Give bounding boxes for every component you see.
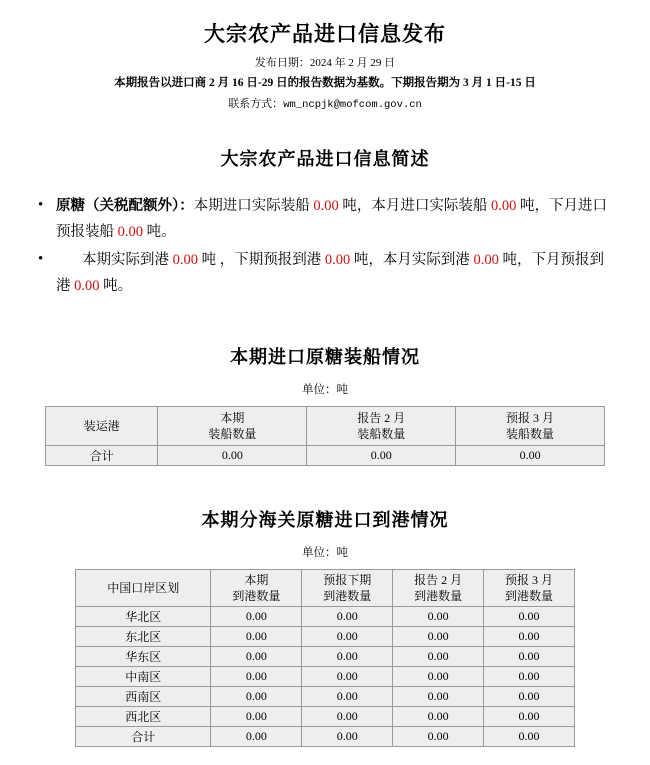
column-header	[456, 407, 605, 446]
publish-date: 发布日期：2024 年 2 月 29 日	[254, 57, 396, 69]
column-header	[393, 570, 484, 607]
column-header-line1: 报告 2 月	[414, 573, 463, 587]
column-header-line2: 到港数量	[505, 589, 554, 603]
bullet1-text1: 本期进口实际装船	[193, 198, 314, 214]
bullet2-value2: 0.00	[324, 252, 351, 268]
column-header	[158, 407, 307, 446]
table-cell: 0.00	[302, 687, 393, 707]
column-header-line1: 装运港	[83, 419, 120, 433]
contact-line	[22, 95, 628, 111]
list-item	[56, 247, 618, 299]
table-row	[76, 667, 575, 687]
column-header-line2: 到港数量	[323, 589, 372, 603]
bullet2-value1: 0.00	[172, 252, 198, 268]
column-header-line1: 预报 3 月	[505, 573, 554, 587]
bullet2-text4: 吨，下月预报到港	[56, 252, 604, 294]
table-header-row	[46, 407, 605, 446]
table-row	[46, 446, 605, 466]
bullet2-text3: 吨，本月实际到港	[350, 252, 474, 268]
table-row	[76, 727, 575, 747]
shipment-table-title: 本期进口原糖装船情况	[230, 347, 420, 367]
page-title: 大宗农产品进口信息发布	[204, 22, 446, 46]
table-cell: 0.00	[302, 667, 393, 687]
table-cell: 0.00	[393, 647, 484, 667]
table-cell: 0.00	[302, 607, 393, 627]
column-header-line1: 本期	[244, 573, 269, 587]
contact-email: wm_ncpjk@mofcom.gov.cn	[283, 99, 422, 111]
bullet1-text2: 吨，本月进口实际装船	[338, 198, 491, 214]
table-cell: 0.00	[393, 727, 484, 747]
column-header-line2: 装船数量	[208, 427, 257, 441]
column-header-line1: 报告 2 月	[357, 411, 406, 425]
table-cell: 西北区	[76, 707, 211, 727]
bullet1-value3: 0.00	[117, 224, 143, 240]
table-cell: 0.00	[211, 627, 302, 647]
list-item	[56, 193, 618, 245]
table-cell: 0.00	[302, 727, 393, 747]
column-header	[211, 570, 302, 607]
table-cell: 0.00	[484, 607, 575, 627]
table-cell: 华北区	[76, 607, 211, 627]
report-scope-note: 本期报告以进口商 2 月 16 日-29 日的报告数据为基数。下期报告期为 3 月 1 日-15 日	[114, 77, 536, 89]
table-cell: 0.00	[211, 647, 302, 667]
table-header-row	[76, 570, 575, 607]
table-cell: 0.00	[302, 647, 393, 667]
summary-bullet-list	[22, 193, 628, 299]
bullet1-colon: ：	[179, 198, 194, 214]
table-row	[76, 707, 575, 727]
arrival-table-title: 本期分海关原糖进口到港情况	[201, 510, 449, 530]
arrival-table	[75, 569, 575, 747]
table-cell: 0.00	[393, 667, 484, 687]
bullet1-lead: 原糖（关税配额外）	[56, 198, 180, 214]
table-row	[76, 627, 575, 647]
summary-section-title: 大宗农产品进口信息简述	[220, 149, 430, 169]
table-cell: 0.00	[484, 667, 575, 687]
contact-label: 联系方式：	[228, 98, 284, 110]
table-cell: 东北区	[76, 627, 211, 647]
table-cell: 中南区	[76, 667, 211, 687]
bullet2-value3: 0.00	[473, 252, 499, 268]
column-header	[484, 570, 575, 607]
table-row	[76, 687, 575, 707]
bullet2-value4: 0.00	[74, 278, 100, 294]
column-header-line2: 装船数量	[357, 427, 406, 441]
column-header	[307, 407, 456, 446]
column-header	[76, 570, 211, 607]
table-cell: 0.00	[393, 707, 484, 727]
table-cell: 0.00	[302, 707, 393, 727]
column-header	[302, 570, 393, 607]
column-header-line1: 本期	[220, 411, 245, 425]
table-cell: 合计	[46, 446, 158, 466]
table-cell: 0.00	[211, 727, 302, 747]
table-cell: 合计	[76, 727, 211, 747]
table-row	[76, 607, 575, 627]
column-header-line2: 到港数量	[414, 589, 463, 603]
column-header-line1: 预报 3 月	[506, 411, 555, 425]
table-cell: 华东区	[76, 647, 211, 667]
column-header-line2: 装船数量	[506, 427, 555, 441]
table-cell: 0.00	[484, 707, 575, 727]
bullet2-text1: 本期实际到港	[82, 252, 173, 268]
table-cell: 0.00	[484, 647, 575, 667]
table-cell: 0.00	[158, 446, 307, 466]
bullet1-value1: 0.00	[313, 198, 339, 214]
table-cell: 0.00	[484, 627, 575, 647]
bullet1-value2: 0.00	[491, 198, 517, 214]
table-cell: 0.00	[211, 607, 302, 627]
table-cell: 0.00	[393, 687, 484, 707]
column-header-line1: 预报下期	[323, 573, 372, 587]
shipment-table-unit: 单位：吨	[302, 384, 348, 396]
arrival-table-unit: 单位：吨	[302, 547, 348, 559]
table-row	[76, 647, 575, 667]
table-cell: 0.00	[302, 627, 393, 647]
shipment-table	[45, 406, 605, 466]
table-cell: 西南区	[76, 687, 211, 707]
bullet1-text3: 吨，下月进口预报装船	[56, 198, 607, 240]
table-cell: 0.00	[211, 667, 302, 687]
bullet2-text2: 吨 ，下期预报到港	[198, 252, 325, 268]
table-cell: 0.00	[393, 607, 484, 627]
table-cell: 0.00	[211, 687, 302, 707]
column-header	[46, 407, 158, 446]
column-header-line2: 到港数量	[232, 589, 281, 603]
table-cell: 0.00	[484, 687, 575, 707]
bullet1-text4: 吨。	[143, 224, 176, 240]
table-cell: 0.00	[393, 627, 484, 647]
table-cell: 0.00	[307, 446, 456, 466]
table-cell: 0.00	[456, 446, 605, 466]
bullet2-text5: 吨。	[99, 278, 133, 294]
table-cell: 0.00	[211, 707, 302, 727]
column-header-line1: 中国口岸区划	[107, 581, 180, 595]
table-cell: 0.00	[484, 727, 575, 747]
